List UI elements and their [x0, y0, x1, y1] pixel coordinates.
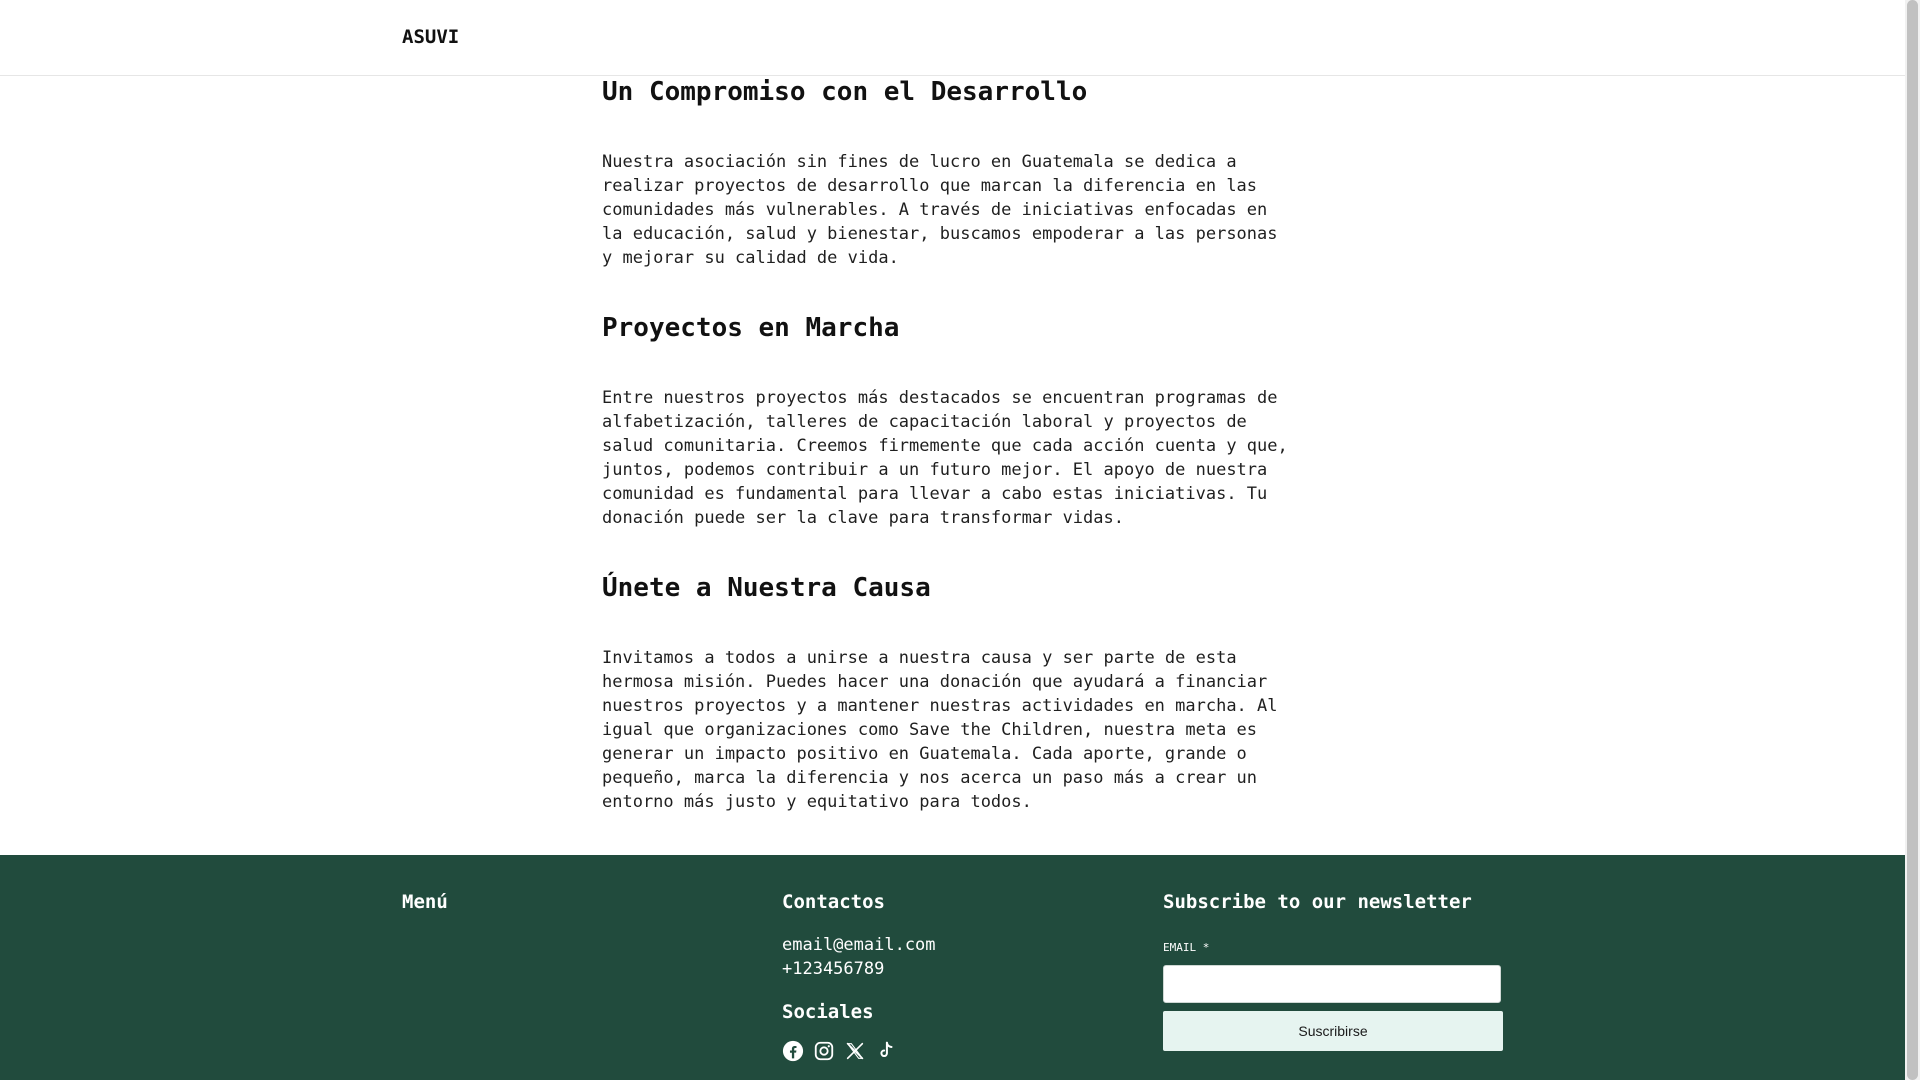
section-title-proyectos: Proyectos en Marcha: [602, 313, 900, 343]
newsletter-email-label: EMAIL *: [1163, 941, 1210, 954]
instagram-icon[interactable]: [813, 1040, 835, 1062]
section-text-unete: Invitamos a todos a unirse a nuestra causa y ser parte de esta hermosa misión. Puedes hacer una donación que ayudará a financiar nuestros proyectos y a mantener nuestras actividades en marcha. Al igual que organizaciones como Save the Children, nuestra meta es generar un impacto positivo en Guatemala. Cada aporte, grande o pequeño, marca la diferencia y nos acerca un paso más a crear un entorno más justo y equitativo para todos.: [602, 648, 1278, 812]
footer-email-link[interactable]: email@email.com: [782, 935, 936, 955]
newsletter-title: Subscribe to our newsletter: [1163, 891, 1472, 913]
footer-menu-title: Menú: [402, 891, 448, 913]
site-logo[interactable]: ASUVI: [402, 26, 460, 48]
site-footer: [0, 855, 1905, 1080]
footer-socials-title: Sociales: [782, 1001, 874, 1023]
scrollbar-thumb[interactable]: [1907, 0, 1918, 1080]
tiktok-icon[interactable]: [875, 1040, 897, 1062]
section-text-proyectos: Entre nuestros proyectos más destacados se encuentran programas de alfabetización, talleres de capacitación laboral y proyectos de salud comunitaria. Creemos firmemente que cada acción cuenta y que, juntos, podemos contribuir a un futuro mejor. El apoyo de nuestra comunidad es fundamental para llevar a cabo estas iniciativas. Tu donación puede ser la clave para transformar vidas.: [602, 388, 1288, 528]
section-text-compromiso: Nuestra asociación sin fines de lucro en Guatemala se dedica a realizar proyectos de desarrollo que marcan la diferencia en las comunidades más vulnerables. A través de iniciativas enfocadas en la educación, salud y bienestar, buscamos empoderar a las personas y mejorar su calidad de vida.: [602, 152, 1278, 268]
site-header: [0, 0, 1905, 76]
footer-contacts-title: Contactos: [782, 891, 885, 913]
section-title-unete: Únete a Nuestra Causa: [602, 573, 931, 603]
x-twitter-icon[interactable]: [844, 1040, 866, 1062]
page-scrollbar[interactable]: [1905, 0, 1920, 1080]
facebook-icon[interactable]: [782, 1040, 804, 1062]
social-links: [782, 1040, 897, 1062]
footer-phone-link[interactable]: +123456789: [782, 959, 885, 979]
section-title-compromiso: Un Compromiso con el Desarrollo: [602, 77, 1088, 107]
newsletter-email-input[interactable]: [1163, 965, 1501, 1003]
subscribe-button[interactable]: Suscribirse: [1163, 1011, 1503, 1051]
